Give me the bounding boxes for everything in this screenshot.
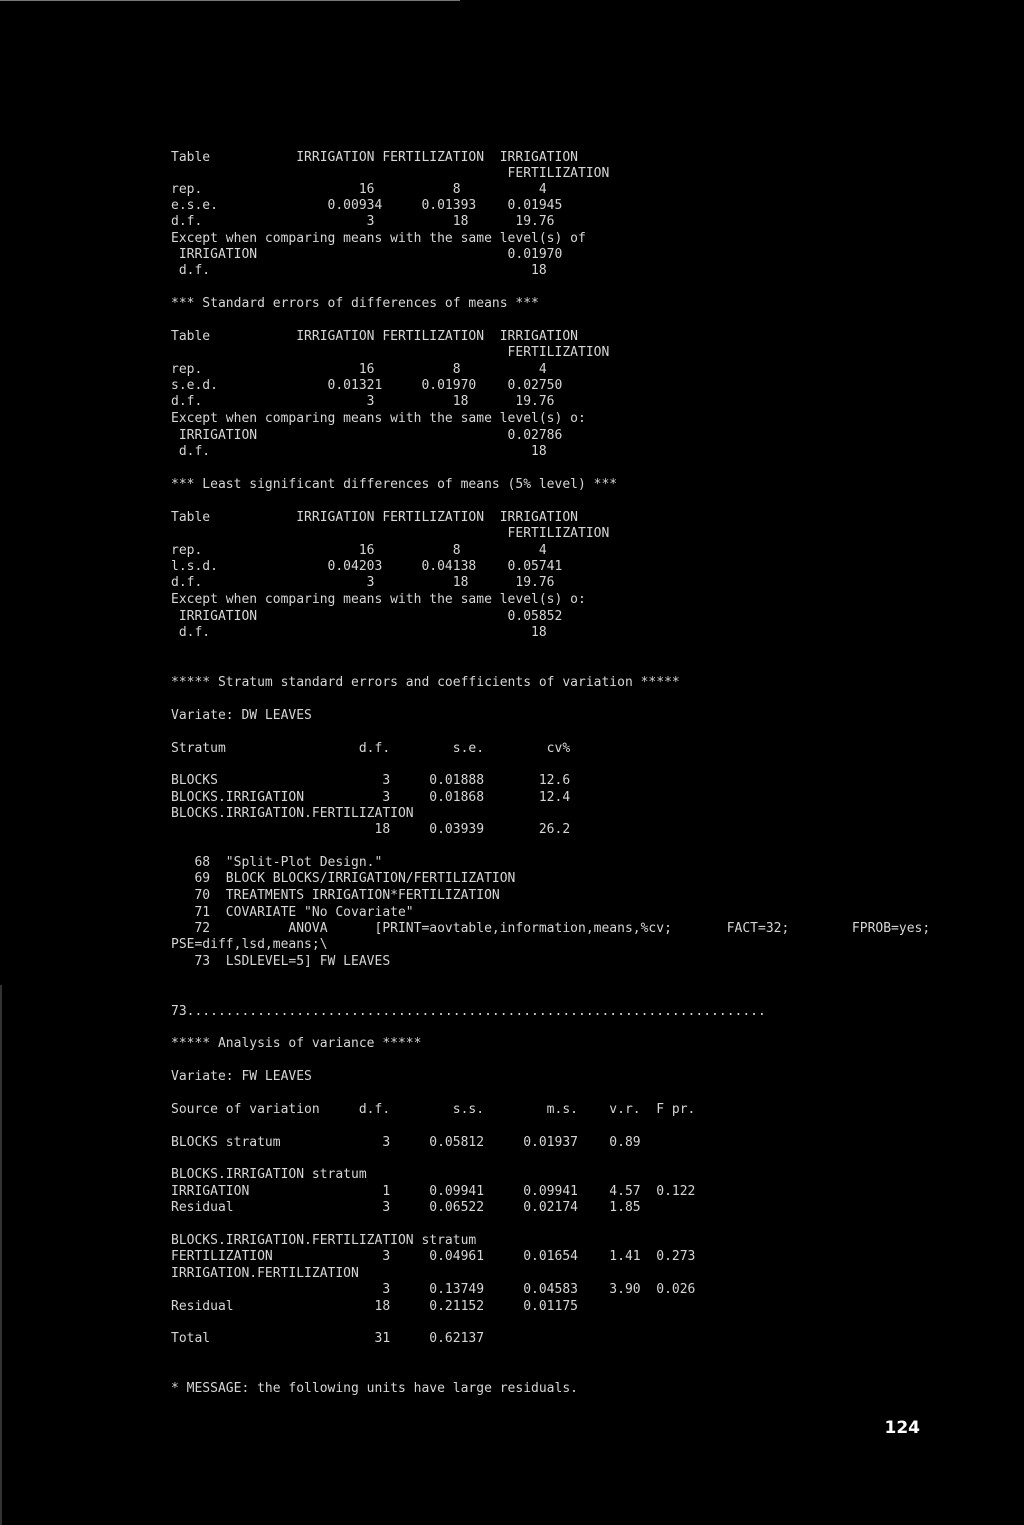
anova-row-total: Total 31 0.62137 [171, 1331, 485, 1346]
sed-df2-row: d.f. 18 [171, 444, 547, 459]
code-line-72: 72 ANOVA [PRINT=aovtable,information,means,%cv; FACT=32; FPROB=yes; [171, 921, 931, 936]
sed-value-row: s.e.d. 0.01321 0.01970 0.02750 [171, 378, 563, 393]
stratum-section-title: ***** Stratum standard errors and coefficients of variation ***** [171, 675, 680, 690]
lsd-irrigation-row: IRRIGATION 0.05852 [171, 609, 563, 624]
ese-rep-row: rep. 16 8 4 [171, 182, 547, 197]
page-number: 124 [884, 1418, 920, 1438]
lsd-table-header: Table IRRIGATION FERTILIZATION IRRIGATION [171, 510, 578, 525]
lsd-df2-row: d.f. 18 [171, 625, 547, 640]
sed-rep-row: rep. 16 8 4 [171, 362, 547, 377]
anova-dot-leader: 73.......................................................................... [171, 1004, 766, 1019]
ese-df2-row: d.f. 18 [171, 263, 547, 278]
stratum-row-blocks-irrigation: BLOCKS.IRRIGATION 3 0.01868 12.4 [171, 790, 571, 805]
sed-table-header: Table IRRIGATION FERTILIZATION IRRIGATION [171, 329, 578, 344]
anova-row-fertilization: FERTILIZATION 3 0.04961 0.01654 1.41 0.273 [171, 1249, 696, 1264]
anova-row-residual-1: Residual 3 0.06522 0.02174 1.85 [171, 1200, 641, 1215]
stratum-variate: Variate: DW LEAVES [171, 708, 312, 723]
sed-table-header-2: FERTILIZATION [171, 345, 610, 360]
lsd-value-row: l.s.d. 0.04203 0.04138 0.05741 [171, 559, 563, 574]
anova-section-title: ***** Analysis of variance ***** [171, 1036, 422, 1051]
stratum-row-bif-label: BLOCKS.IRRIGATION.FERTILIZATION [171, 806, 414, 821]
stratum-row-blocks: BLOCKS 3 0.01888 12.6 [171, 773, 571, 788]
ese-df-row: d.f. 3 18 19.76 [171, 214, 555, 229]
code-line-70: 70 TREATMENTS IRRIGATION*FERTILIZATION [171, 888, 500, 903]
lsd-rep-row: rep. 16 8 4 [171, 543, 547, 558]
ese-value-row: e.s.e. 0.00934 0.01393 0.01945 [171, 198, 563, 213]
anova-row-ixf-values: 3 0.13749 0.04583 3.90 0.026 [171, 1282, 696, 1297]
anova-row-bi-stratum: BLOCKS.IRRIGATION stratum [171, 1167, 367, 1182]
code-line-71: 71 COVARIATE "No Covariate" [171, 905, 414, 920]
ese-table-header: Table IRRIGATION FERTILIZATION IRRIGATION [171, 150, 578, 165]
ese-except-note: Except when comparing means with the same level(s) of [171, 231, 586, 246]
code-line-72-cont: PSE=diff,lsd,means;\ [171, 937, 328, 952]
ese-table-header-2: FERTILIZATION [171, 166, 610, 181]
sed-section-title: *** Standard errors of differences of means *** [171, 296, 539, 311]
stratum-header: Stratum d.f. s.e. cv% [171, 741, 571, 756]
stratum-row-bif-values: 18 0.03939 26.2 [171, 822, 571, 837]
ese-irrigation-row: IRRIGATION 0.01970 [171, 247, 563, 262]
top-edge-line [0, 0, 460, 1]
sed-except-note: Except when comparing means with the same level(s) o: [171, 411, 586, 426]
anova-row-residual-2: Residual 18 0.21152 0.01175 [171, 1299, 578, 1314]
sed-df-row: d.f. 3 18 19.76 [171, 394, 555, 409]
anova-header: Source of variation d.f. s.s. m.s. v.r. F pr. [171, 1102, 696, 1117]
anova-row-irrigation: IRRIGATION 1 0.09941 0.09941 4.57 0.122 [171, 1184, 696, 1199]
residuals-message: * MESSAGE: the following units have large residuals. [171, 1381, 578, 1396]
code-line-73: 73 LSDLEVEL=5] FW LEAVES [171, 954, 391, 969]
anova-variate: Variate: FW LEAVES [171, 1069, 312, 1084]
anova-row-bif-stratum: BLOCKS.IRRIGATION.FERTILIZATION stratum [171, 1233, 477, 1248]
left-edge-shadow [0, 985, 2, 1525]
code-line-69: 69 BLOCK BLOCKS/IRRIGATION/FERTILIZATION [171, 871, 516, 886]
anova-row-ixf-label: IRRIGATION.FERTILIZATION [171, 1266, 359, 1281]
lsd-section-title: *** Least significant differences of means (5% level) *** [171, 477, 618, 492]
lsd-table-header-2: FERTILIZATION [171, 526, 610, 541]
sed-irrigation-row: IRRIGATION 0.02786 [171, 428, 563, 443]
lsd-except-note: Except when comparing means with the same level(s) o: [171, 592, 586, 607]
code-line-68: 68 "Split-Plot Design." [171, 855, 383, 870]
lsd-df-row: d.f. 3 18 19.76 [171, 575, 555, 590]
anova-row-blocks: BLOCKS stratum 3 0.05812 0.01937 0.89 [171, 1135, 641, 1150]
